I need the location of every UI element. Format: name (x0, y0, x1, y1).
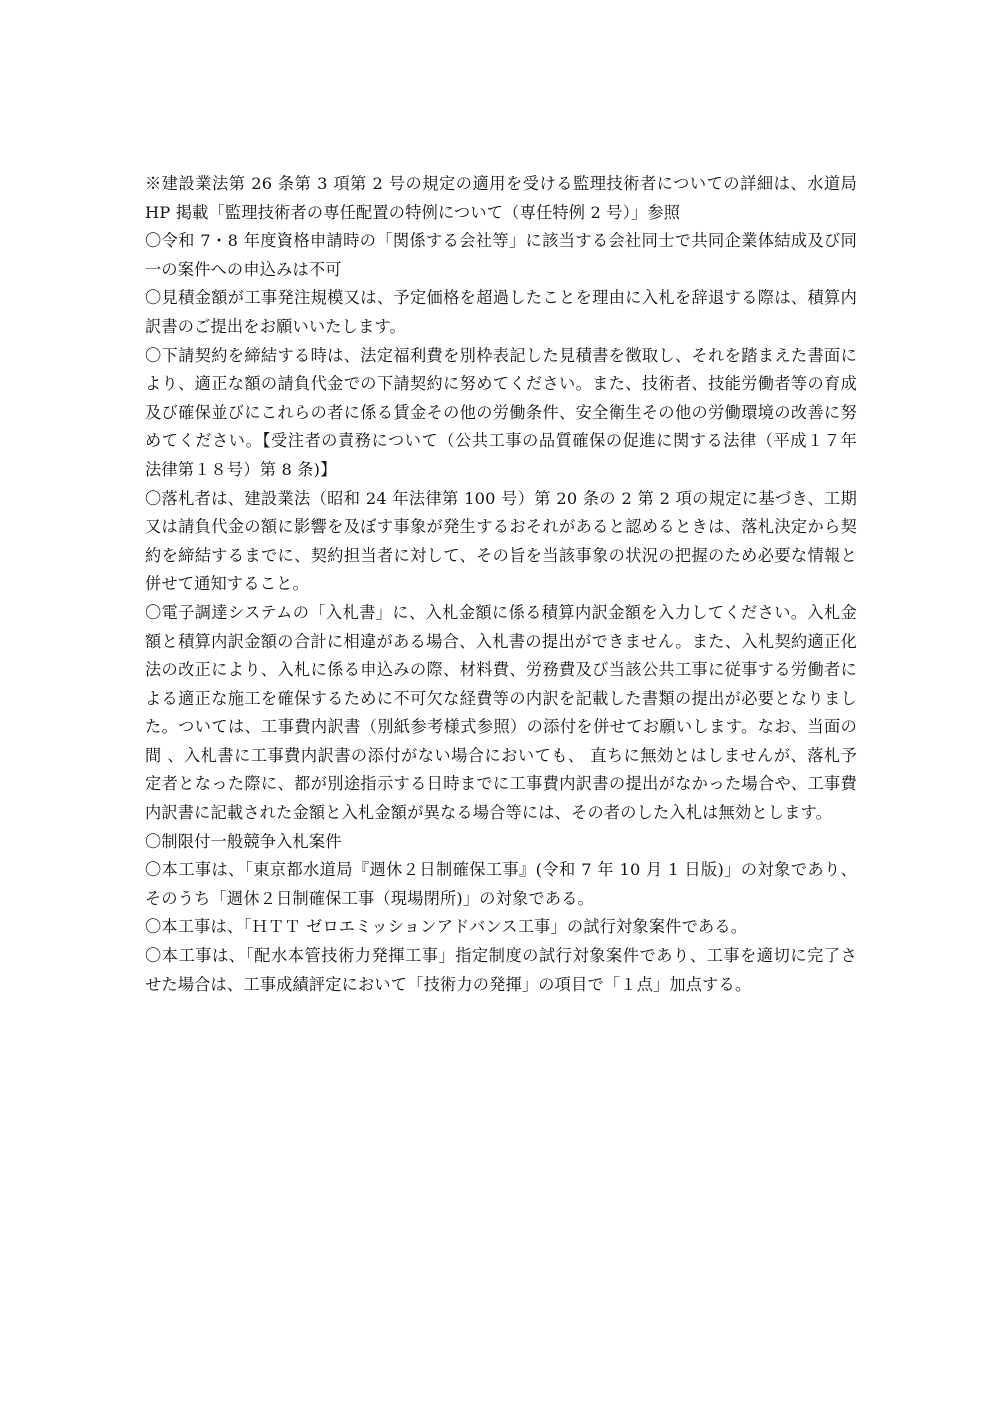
document-body (145, 170, 857, 999)
note-technical-capability-work: 〇本工事は、「配水本管技術力発揮工事」指定制度の試行対象案件であり、工事を適切に完了させた場合は、工事成績評定において「技術力の発揮」の項目で「１点」加点する。 (145, 946, 857, 994)
note-successful-bidder-notification: 〇落札者は、建設業法（昭和 24 年法律第 100 号）第 20 条の 2 第 2 項の規定に基づき、工期又は請負代金の額に影響を及ぼす事象が発生するおそれがあると認めるときは、落札決定から契約を締結するまでに、契約担当者に対して、その旨を当該事象の状況の把握のため必要な情報と併せて通知すること。 (145, 488, 857, 594)
note-electronic-bid-cost-breakdown: 〇電子調達システムの「入札書」に、入札金額に係る積算内訳金額を入力してください。入札金額と積算内訳金額の合計に相違がある場合、入札書の提出ができません。また、入札契約適正化法の改正により、入札に係る申込みの際、材料費、労務費及び当該公共工事に従事する労働者による適正な施工を確保するために不可欠な経費等の内訳を記載した書類の提出が必要となりました。ついては、工事費内訳書（別紙参考様式参照）の添付を併せてお願いします。なお、当面の間 、入札書に工事費内訳書の添付がない場合においても、 直ちに無効とはしませんが、落札予定者となった際に、都が別途指示する日時までに工事費内訳書の提出がなかった場合や、工事費内訳書に記載された金額と入札金額が異なる場合等には、その者のした入札は無効とします。 (145, 602, 857, 823)
note-estimate-breakdown-submission: 〇見積金額が工事発注規模又は、予定価格を超過したことを理由に入札を辞退する際は、積算内訳書のご提出をお願いいたします。 (145, 288, 857, 336)
note-restricted-competitive-bidding: 〇制限付一般競争入札案件 (145, 831, 342, 851)
note-two-day-weekend-work: 〇本工事は、「東京都水道局『週休２日制確保工事』(令和 7 年 10 月 1 日版)」の対象であり、そのうち「週休２日制確保工事（現場閉所)」の対象である。 (145, 860, 857, 908)
note-htt-zero-emission: 〇本工事は、「ＨＴＴ ゼロエミッションアドバンス工事」の試行対象案件である。 (145, 917, 748, 937)
note-joint-venture-restriction: 〇令和 7・8 年度資格申請時の「関係する会社等」に該当する会社同士で共同企業体結成及び同一の案件への申込みは不可 (145, 231, 857, 279)
note-supervising-engineer-exception: ※建設業法第 26 条第 3 項第 2 号の規定の適用を受ける監理技術者についての詳細は、水道局 HP 掲載「監理技術者の専任配置の特例について（専任特例 2 号）」参照 (145, 174, 857, 222)
note-subcontract-obligations: 〇下請契約を締結する時は、法定福利費を別枠表記した見積書を徴取し、それを踏まえた書面により、適正な額の請負代金での下請契約に努めてください。また、技術者、技能労働者等の育成及び確保並びにこれらの者に係る賃金その他の労働条件、安全衛生その他の労働環境の改善に努めてください。【受注者の責務について（公共工事の品質確保の促進に関する法律（平成１７年法律第１８号）第 8 条)】 (145, 345, 857, 479)
